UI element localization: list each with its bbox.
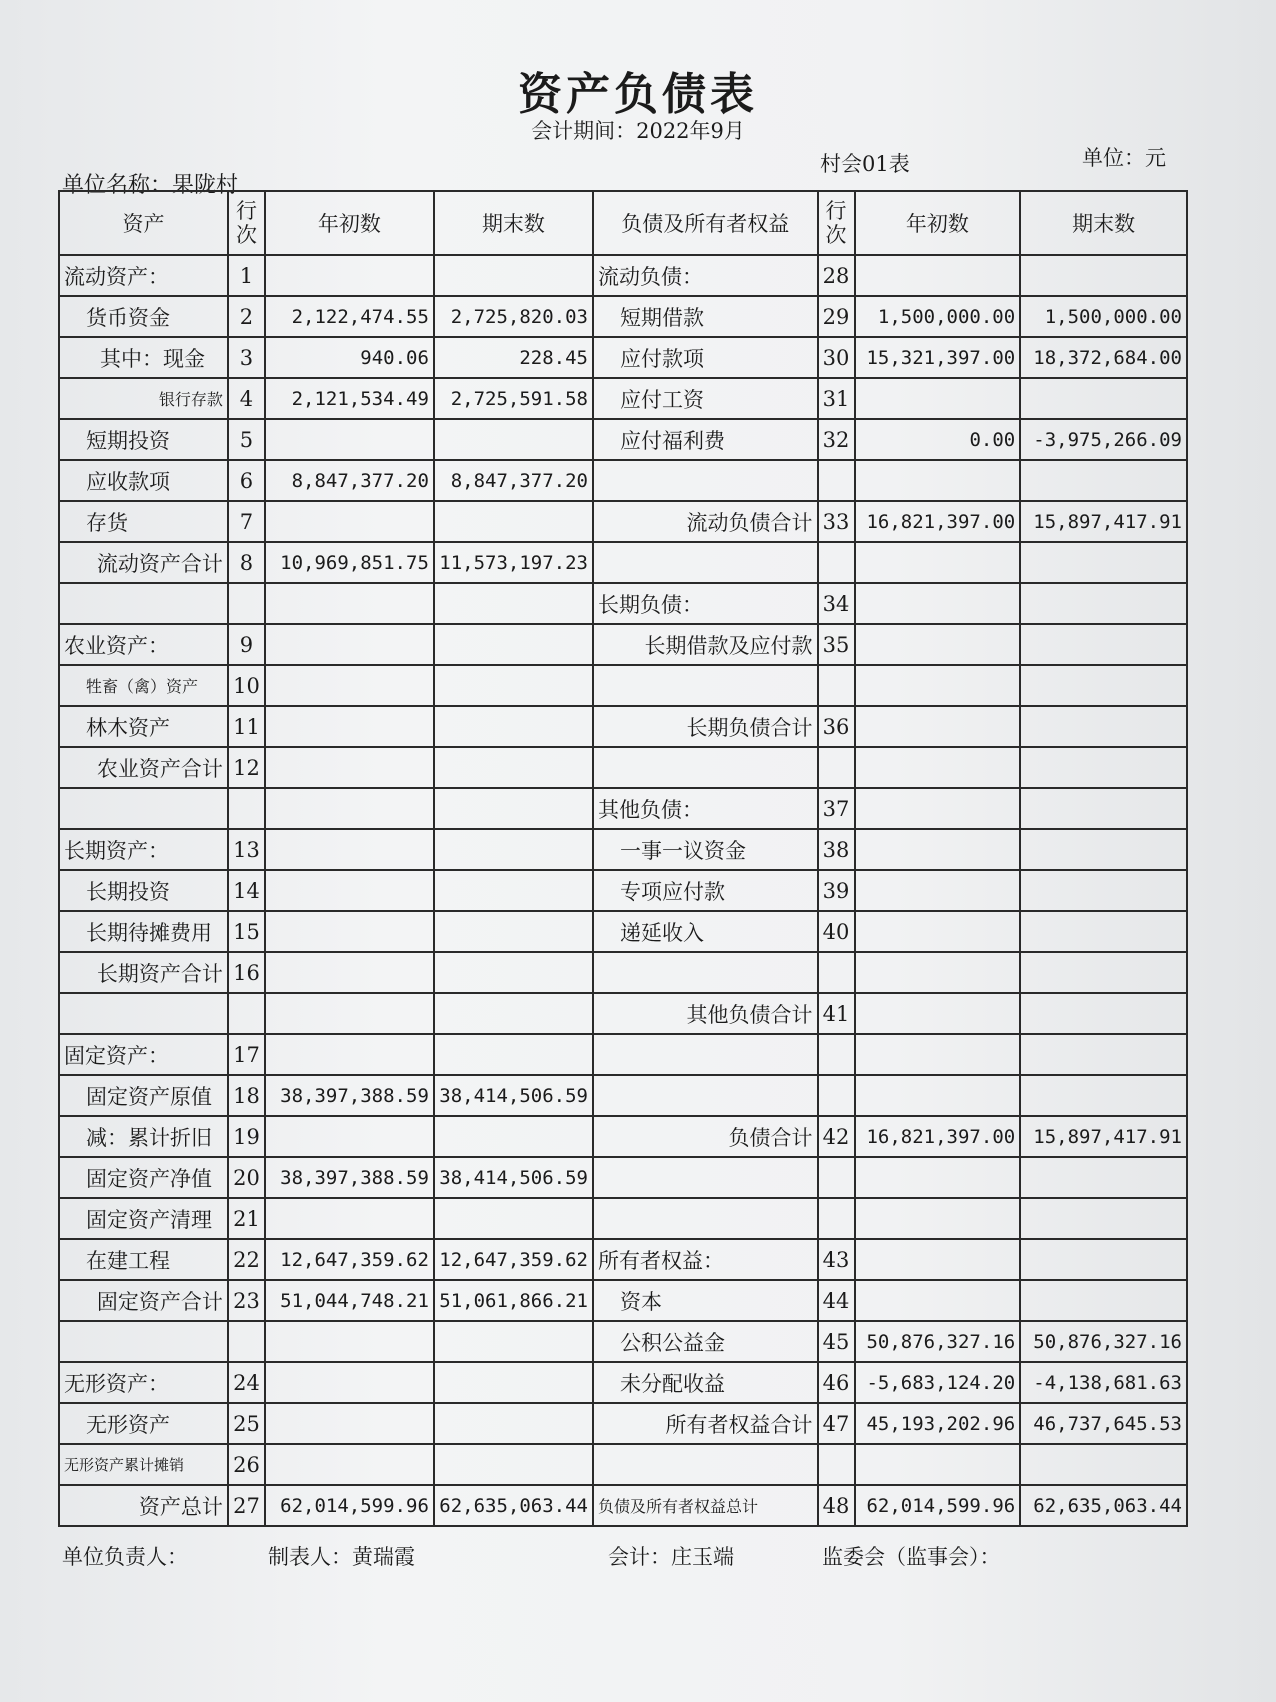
asset-line-no-cell: 4 [228,378,265,419]
liability-name-cell: 流动负债： [593,255,818,296]
liability-name-cell: 资本 [593,1280,818,1321]
liability-year-begin-cell [855,1239,1021,1280]
liability-period-end-cell: -3,975,266.09 [1020,419,1187,460]
table-row [59,706,1187,747]
asset-name-cell: 牲畜（禽）资产 [59,665,228,706]
asset-name-cell: 农业资产： [59,624,228,665]
header-asset-year-begin: 年初数 [265,191,434,255]
table-row [59,829,1187,870]
liability-year-begin-cell [855,542,1021,583]
header-liability-year-begin: 年初数 [855,191,1021,255]
liability-name-cell [593,1075,818,1116]
asset-name-cell: 固定资产净值 [59,1157,228,1198]
liability-line-no-cell [818,747,855,788]
asset-year-begin-cell [265,624,434,665]
asset-period-end-cell: 12,647,359.62 [434,1239,593,1280]
header-liability-line-no: 行 次 [818,191,855,255]
liability-period-end-cell [1020,1198,1187,1239]
asset-period-end-cell [434,870,593,911]
footer-preparer: 制表人：黄瑞霞 [268,1545,415,1569]
asset-line-no-cell: 21 [228,1198,265,1239]
liability-name-cell: 所有者权益合计 [593,1403,818,1444]
table-row [59,1075,1187,1116]
currency-unit: 单位：元 [1082,146,1166,170]
table-row [59,993,1187,1034]
asset-year-begin-cell [265,829,434,870]
liability-line-no-cell: 44 [818,1280,855,1321]
liability-year-begin-cell [855,460,1021,501]
liability-line-no-cell: 28 [818,255,855,296]
asset-year-begin-cell: 10,969,851.75 [265,542,434,583]
liability-year-begin-cell [855,378,1021,419]
liability-year-begin-cell: -5,683,124.20 [855,1362,1021,1403]
asset-name-cell: 无形资产 [59,1403,228,1444]
liability-period-end-cell [1020,1444,1187,1485]
liability-period-end-cell [1020,460,1187,501]
table-row [59,419,1187,460]
liability-name-cell: 一事一议资金 [593,829,818,870]
table-row [59,788,1187,829]
footer-supervisor: 监委会（监事会）： [822,1545,1001,1569]
liability-year-begin-cell: 0.00 [855,419,1021,460]
liability-line-no-cell: 39 [818,870,855,911]
asset-name-cell: 农业资产合计 [59,747,228,788]
liability-name-cell: 负债及所有者权益总计 [593,1485,818,1526]
asset-period-end-cell: 2,725,591.58 [434,378,593,419]
asset-line-no-cell: 16 [228,952,265,993]
liability-line-no-cell [818,1034,855,1075]
liability-name-cell: 长期借款及应付款 [593,624,818,665]
asset-year-begin-cell [265,993,434,1034]
asset-name-cell: 固定资产清理 [59,1198,228,1239]
asset-year-begin-cell [265,911,434,952]
asset-year-begin-cell: 940.06 [265,337,434,378]
liability-year-begin-cell [855,911,1021,952]
asset-year-begin-cell [265,952,434,993]
liability-line-no-cell: 35 [818,624,855,665]
asset-period-end-cell: 11,573,197.23 [434,542,593,583]
asset-year-begin-cell [265,870,434,911]
liability-line-no-cell: 36 [818,706,855,747]
asset-year-begin-cell: 38,397,388.59 [265,1075,434,1116]
liability-period-end-cell [1020,706,1187,747]
liability-line-no-cell [818,665,855,706]
liability-period-end-cell [1020,911,1187,952]
table-row [59,952,1187,993]
liability-line-no-cell: 46 [818,1362,855,1403]
liability-line-no-cell: 42 [818,1116,855,1157]
asset-period-end-cell: 8,847,377.20 [434,460,593,501]
table-row [59,337,1187,378]
liability-year-begin-cell [855,1280,1021,1321]
asset-name-cell: 货币资金 [59,296,228,337]
liability-line-no-cell [818,460,855,501]
liability-name-cell: 长期负债： [593,583,818,624]
asset-name-cell: 其中：现金 [59,337,228,378]
footer-unit-head: 单位负责人： [62,1545,188,1569]
table-row [59,665,1187,706]
liability-line-no-cell: 40 [818,911,855,952]
asset-year-begin-cell [265,501,434,542]
table-row [59,1485,1187,1526]
liability-period-end-cell [1020,993,1187,1034]
liability-period-end-cell: 50,876,327.16 [1020,1321,1187,1362]
asset-period-end-cell [434,501,593,542]
asset-name-cell: 短期投资 [59,419,228,460]
asset-period-end-cell [434,1321,593,1362]
asset-line-no-cell: 6 [228,460,265,501]
asset-year-begin-cell [265,1116,434,1157]
liability-period-end-cell [1020,542,1187,583]
asset-name-cell: 固定资产： [59,1034,228,1075]
liability-name-cell [593,665,818,706]
liability-line-no-cell [818,1075,855,1116]
table-row [59,624,1187,665]
asset-line-no-cell: 12 [228,747,265,788]
liability-line-no-cell: 30 [818,337,855,378]
asset-period-end-cell [434,1403,593,1444]
asset-period-end-cell [434,706,593,747]
liability-period-end-cell [1020,829,1187,870]
asset-line-no-cell: 24 [228,1362,265,1403]
liability-period-end-cell: 18,372,684.00 [1020,337,1187,378]
liability-year-begin-cell [855,706,1021,747]
asset-name-cell: 林木资产 [59,706,228,747]
asset-line-no-cell [228,583,265,624]
asset-period-end-cell [434,993,593,1034]
asset-year-begin-cell [265,1321,434,1362]
asset-year-begin-cell [265,1198,434,1239]
liability-year-begin-cell [855,829,1021,870]
asset-period-end-cell [434,911,593,952]
liability-line-no-cell: 34 [818,583,855,624]
liability-year-begin-cell: 45,193,202.96 [855,1403,1021,1444]
table-row [59,1403,1187,1444]
asset-period-end-cell: 62,635,063.44 [434,1485,593,1526]
asset-name-cell: 银行存款 [59,378,228,419]
liability-period-end-cell [1020,665,1187,706]
liability-name-cell [593,542,818,583]
liability-period-end-cell: 15,897,417.91 [1020,1116,1187,1157]
table-row [59,1116,1187,1157]
liability-period-end-cell [1020,1034,1187,1075]
liability-line-no-cell: 37 [818,788,855,829]
liability-name-cell: 应付款项 [593,337,818,378]
table-row [59,1362,1187,1403]
asset-period-end-cell [434,1034,593,1075]
asset-line-no-cell: 1 [228,255,265,296]
asset-name-cell: 在建工程 [59,1239,228,1280]
liability-year-begin-cell [855,952,1021,993]
asset-name-cell: 长期投资 [59,870,228,911]
liability-line-no-cell: 45 [818,1321,855,1362]
liability-name-cell [593,952,818,993]
asset-year-begin-cell [265,255,434,296]
table-row [59,378,1187,419]
asset-line-no-cell: 8 [228,542,265,583]
liability-name-cell [593,460,818,501]
asset-line-no-cell: 3 [228,337,265,378]
liability-line-no-cell: 31 [818,378,855,419]
liability-name-cell [593,1157,818,1198]
liability-name-cell [593,1034,818,1075]
asset-name-cell: 应收款项 [59,460,228,501]
header-asset-period-end: 期末数 [434,191,593,255]
asset-name-cell: 存货 [59,501,228,542]
liability-year-begin-cell: 16,821,397.00 [855,1116,1021,1157]
liability-year-begin-cell: 16,821,397.00 [855,501,1021,542]
table-row [59,501,1187,542]
asset-year-begin-cell [265,419,434,460]
asset-name-cell: 资产总计 [59,1485,228,1526]
header-liability-period-end: 期末数 [1020,191,1187,255]
asset-line-no-cell: 11 [228,706,265,747]
liability-year-begin-cell [855,1075,1021,1116]
asset-line-no-cell: 20 [228,1157,265,1198]
asset-year-begin-cell [265,1362,434,1403]
table-row [59,1198,1187,1239]
asset-year-begin-cell: 12,647,359.62 [265,1239,434,1280]
liability-year-begin-cell [855,993,1021,1034]
asset-name-cell: 流动资产合计 [59,542,228,583]
report-title: 资产负债表 [518,69,758,120]
liability-period-end-cell [1020,1075,1187,1116]
table-row [59,1321,1187,1362]
liability-year-begin-cell: 15,321,397.00 [855,337,1021,378]
asset-line-no-cell: 22 [228,1239,265,1280]
asset-year-begin-cell [265,747,434,788]
asset-period-end-cell [434,1444,593,1485]
asset-line-no-cell: 13 [228,829,265,870]
asset-line-no-cell: 19 [228,1116,265,1157]
asset-line-no-cell [228,1321,265,1362]
asset-year-begin-cell [265,1034,434,1075]
asset-period-end-cell: 228.45 [434,337,593,378]
liability-year-begin-cell [855,870,1021,911]
liability-year-begin-cell: 62,014,599.96 [855,1485,1021,1526]
liability-line-no-cell: 38 [818,829,855,870]
footer-accountant: 会计：庄玉端 [608,1545,734,1569]
liability-period-end-cell [1020,1157,1187,1198]
liability-name-cell: 流动负债合计 [593,501,818,542]
asset-line-no-cell: 18 [228,1075,265,1116]
table-row [59,911,1187,952]
liability-period-end-cell [1020,255,1187,296]
liability-year-begin-cell [855,624,1021,665]
asset-name-cell: 固定资产合计 [59,1280,228,1321]
liability-name-cell: 长期负债合计 [593,706,818,747]
liability-name-cell: 专项应付款 [593,870,818,911]
liability-name-cell: 负债合计 [593,1116,818,1157]
asset-year-begin-cell [265,1403,434,1444]
liability-name-cell: 递延收入 [593,911,818,952]
asset-period-end-cell: 2,725,820.03 [434,296,593,337]
liability-line-no-cell [818,1444,855,1485]
asset-year-begin-cell: 62,014,599.96 [265,1485,434,1526]
liability-name-cell: 公积公益金 [593,1321,818,1362]
liability-line-no-cell: 29 [818,296,855,337]
liability-period-end-cell: 62,635,063.44 [1020,1485,1187,1526]
liability-name-cell: 应付工资 [593,378,818,419]
liability-year-begin-cell [855,1034,1021,1075]
asset-period-end-cell [434,1116,593,1157]
table-row [59,460,1187,501]
asset-name-cell: 无形资产累计摊销 [59,1444,228,1485]
header-liability: 负债及所有者权益 [593,191,818,255]
liability-year-begin-cell [855,1157,1021,1198]
header-asset-line-no: 行 次 [228,191,265,255]
asset-line-no-cell: 14 [228,870,265,911]
liability-year-begin-cell [855,665,1021,706]
table-row [59,542,1187,583]
table-row [59,1239,1187,1280]
liability-year-begin-cell [855,255,1021,296]
asset-line-no-cell: 26 [228,1444,265,1485]
table-header-row [59,191,1187,255]
asset-name-cell: 减：累计折旧 [59,1116,228,1157]
asset-name-cell: 长期资产： [59,829,228,870]
asset-year-begin-cell [265,1444,434,1485]
table-row [59,1034,1187,1075]
asset-line-no-cell: 25 [228,1403,265,1444]
asset-period-end-cell [434,1362,593,1403]
liability-year-begin-cell [855,1198,1021,1239]
liability-period-end-cell [1020,624,1187,665]
asset-period-end-cell: 38,414,506.59 [434,1075,593,1116]
liability-name-cell: 所有者权益： [593,1239,818,1280]
asset-period-end-cell [434,788,593,829]
asset-year-begin-cell: 8,847,377.20 [265,460,434,501]
liability-name-cell: 未分配收益 [593,1362,818,1403]
liability-period-end-cell [1020,1239,1187,1280]
liability-line-no-cell [818,1157,855,1198]
asset-period-end-cell [434,255,593,296]
table-row [59,255,1187,296]
asset-name-cell [59,583,228,624]
asset-period-end-cell [434,829,593,870]
balance-sheet-table [58,190,1188,1527]
asset-line-no-cell: 9 [228,624,265,665]
liability-line-no-cell [818,542,855,583]
asset-line-no-cell: 7 [228,501,265,542]
asset-year-begin-cell: 2,122,474.55 [265,296,434,337]
liability-period-end-cell: -4,138,681.63 [1020,1362,1187,1403]
liability-period-end-cell: 46,737,645.53 [1020,1403,1187,1444]
asset-name-cell [59,993,228,1034]
asset-name-cell: 流动资产： [59,255,228,296]
asset-period-end-cell: 38,414,506.59 [434,1157,593,1198]
table-row [59,1157,1187,1198]
asset-line-no-cell: 10 [228,665,265,706]
table-row [59,296,1187,337]
asset-year-begin-cell: 38,397,388.59 [265,1157,434,1198]
header-asset: 资产 [59,191,228,255]
liability-name-cell: 应付福利费 [593,419,818,460]
asset-line-no-cell: 27 [228,1485,265,1526]
asset-period-end-cell [434,952,593,993]
unit-name: 单位名称：果陇村 [62,173,239,198]
liability-name-cell [593,1198,818,1239]
asset-line-no-cell: 2 [228,296,265,337]
asset-name-cell: 无形资产： [59,1362,228,1403]
asset-year-begin-cell: 2,121,534.49 [265,378,434,419]
asset-line-no-cell: 23 [228,1280,265,1321]
liability-period-end-cell [1020,870,1187,911]
liability-line-no-cell: 33 [818,501,855,542]
asset-line-no-cell [228,993,265,1034]
liability-period-end-cell [1020,1280,1187,1321]
asset-year-begin-cell [265,788,434,829]
liability-year-begin-cell [855,1444,1021,1485]
asset-line-no-cell: 15 [228,911,265,952]
liability-name-cell [593,1444,818,1485]
asset-year-begin-cell [265,583,434,624]
asset-period-end-cell [434,419,593,460]
liability-line-no-cell: 43 [818,1239,855,1280]
liability-line-no-cell: 47 [818,1403,855,1444]
liability-year-begin-cell [855,788,1021,829]
liability-line-no-cell [818,952,855,993]
liability-line-no-cell: 32 [818,419,855,460]
asset-line-no-cell: 17 [228,1034,265,1075]
liability-period-end-cell [1020,583,1187,624]
asset-name-cell [59,788,228,829]
liability-period-end-cell [1020,747,1187,788]
liability-name-cell: 短期借款 [593,296,818,337]
table-row [59,1444,1187,1485]
liability-period-end-cell: 15,897,417.91 [1020,501,1187,542]
asset-period-end-cell [434,583,593,624]
asset-period-end-cell [434,624,593,665]
liability-name-cell: 其他负债合计 [593,993,818,1034]
liability-period-end-cell [1020,788,1187,829]
liability-period-end-cell [1020,378,1187,419]
liability-name-cell: 其他负债： [593,788,818,829]
liability-year-begin-cell: 50,876,327.16 [855,1321,1021,1362]
liability-line-no-cell [818,1198,855,1239]
asset-name-cell: 长期待摊费用 [59,911,228,952]
asset-name-cell [59,1321,228,1362]
table-row [59,747,1187,788]
asset-period-end-cell [434,665,593,706]
asset-name-cell: 固定资产原值 [59,1075,228,1116]
asset-line-no-cell: 5 [228,419,265,460]
asset-line-no-cell [228,788,265,829]
asset-period-end-cell [434,1198,593,1239]
liability-line-no-cell: 41 [818,993,855,1034]
form-number: 村会01表 [820,152,910,176]
liability-period-end-cell: 1,500,000.00 [1020,296,1187,337]
liability-year-begin-cell [855,583,1021,624]
table-row [59,583,1187,624]
asset-year-begin-cell: 51,044,748.21 [265,1280,434,1321]
asset-period-end-cell: 51,061,866.21 [434,1280,593,1321]
table-row [59,870,1187,911]
liability-line-no-cell: 48 [818,1485,855,1526]
liability-period-end-cell [1020,952,1187,993]
accounting-period: 会计期间：2022年9月 [531,119,745,143]
liability-year-begin-cell: 1,500,000.00 [855,296,1021,337]
asset-year-begin-cell [265,706,434,747]
asset-period-end-cell [434,747,593,788]
table-row [59,1280,1187,1321]
asset-year-begin-cell [265,665,434,706]
liability-year-begin-cell [855,747,1021,788]
liability-name-cell [593,747,818,788]
asset-name-cell: 长期资产合计 [59,952,228,993]
